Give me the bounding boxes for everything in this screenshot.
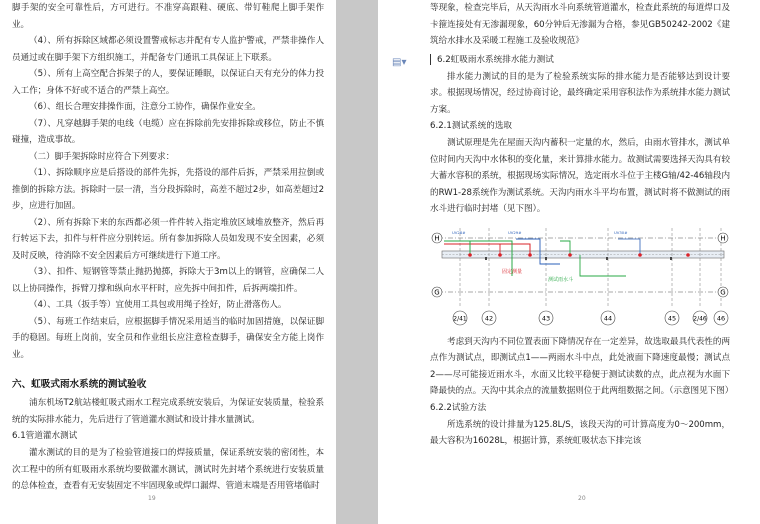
axis-label-g-left: G: [434, 288, 440, 296]
left-para-10: （5）、每班工作结束后，应根据脚手情况采用适当的临时加固措施，以保证脚手的稳固。每班上岗前，安全员和作业组长应注意检查脚手，确保安全方能上岗作业。: [12, 316, 324, 360]
left-para-9: （4）、工具（扳手等）宜使用工具包或用绳子拴好，防止滑落伤人。: [29, 300, 287, 310]
document-page-left: [0, 0, 336, 524]
document-page-right: [378, 0, 760, 524]
page-number-left: 19: [148, 495, 156, 502]
paragraph-layout-icon[interactable]: ▤▾: [392, 57, 407, 68]
heading-6-2-text: 6.2虹吸雨水系统排水能力测试: [437, 54, 554, 65]
left-para-4: （7）、凡穿越脚手架的电线（电缆）应在拆除前先安排拆除或移位，防止不慎碰撞，造成事故。: [12, 118, 324, 145]
para-after-figure: 考虑到天沟内不同位置表面下降情况存在一定差异，故选取最具代表性的两点作为测试点，即测试点1——两雨水斗中点，此处液面下降速度最慢；测试点2——尽可能接近雨水斗，水面又比较平稳便于测试读数的点，此点视为水面下降最快的点。天沟中其余点的流量数据则位于此两组数据之间。（示意图见下图）: [430, 336, 734, 396]
para-6-2: 排水能力测试的目的是为了检验系统实际的排水能力是否能够达到设计要求。根据现场情况，经过协商讨论，最终确定采用容积法作为系统排水能力测试方案。: [430, 71, 730, 115]
left-para-8: （3）、扣件、短钢管等禁止抛扔抛掷，拆除大于3m以上的钢管，应确保二人以上协同操作，拆臂刀撑和纵向水平杆时，应先拆中间扣件，后拆两端扣件。: [12, 267, 324, 294]
left-para-6: （1）、拆除顺序应是后搭设的部件先拆，先搭设的部件后拆，严禁采用拉倒或推倒的拆除方法。拆除时一层一清，当分段拆除时，高差不超过2步，如高差超过2步，应进行加固。: [12, 168, 324, 211]
top-label-uv29: UV29#: [508, 229, 522, 235]
column-grid: [460, 228, 721, 308]
top-label-uv30: UV30#: [614, 229, 628, 235]
left-para-2: （5）、所有上高空配合拆架子的人，要保证睡眠，以保证白天有充分的体力投入工作；身体不好或不适合的严禁上高空。: [12, 69, 324, 96]
column-label-46: 46: [716, 314, 726, 322]
left-para-0: 脚手架的安全可靠性后，方可进行。不准穿高跟鞋、硬底、带钉鞋爬上脚手架作业。: [12, 3, 324, 30]
top-label-uv28: UV28#: [452, 229, 466, 235]
axis-label-h-right: H: [720, 234, 726, 242]
column-label-45: 45: [667, 314, 677, 322]
left-para-5: （二）脚手架拆除时应符合下列要求：: [29, 151, 175, 162]
axis-label-h-left: H: [434, 234, 440, 242]
page-left-content: [12, 0, 324, 495]
left-para-7: （2）、所有拆除下来的东西都必须一件件转入指定堆放区域堆放整齐，然后再行转运下去，扣件与杆件应分别转运。所有参加拆除人员如发现不安全因素，必须及时反映，待消除不安全因素后方可继续进行下道工序。: [12, 217, 324, 261]
subheading-6-2-1: 6.2.1测试系统的选取: [430, 121, 513, 131]
column-label-2-41: 2/41: [453, 315, 467, 322]
page-right-content: [430, 0, 734, 450]
annotation-test-outlet: 测试雨水斗: [548, 276, 574, 283]
subheading-6-2-2: 6.2.2试验方法: [430, 402, 487, 413]
right-para-top: 等现象，检查完毕后，从天沟雨水斗向系统管道灌水，检查此系统的每道焊口及卡箍连接处有无渗漏现象，60分钟后无渗漏为合格，参见GB50242-2002《建筑给水排水及采暖工程施工及验收规范》: [430, 3, 730, 46]
column-label-43: 43: [541, 314, 551, 322]
subsection-para-6-1: 灌水测试的目的是为了检验管道接口的焊接质量，保证系统安装的密闭性，本次工程中的所有虹吸雨水系统均要做灌水测试，测试时先封堵个系统进行安装质量的总体检查，查看有无安装固定不牢固现象或焊口漏焊、管道末端是否用管堵临时: [12, 448, 324, 491]
column-label-2-46: 2/46: [693, 315, 707, 322]
axis-label-g-right: G: [720, 288, 726, 296]
para-6-2-2: 所选系统的设计排量为125.8L/S，该段天沟的可计算高度为0～200mm，最大容积为16028L，根据计算，系统虹吸状态下排完该: [430, 419, 730, 446]
annotation-fixed-measure: 固定测量: [502, 268, 523, 275]
text-cursor-icon: [430, 54, 436, 65]
drainage-layout-svg: [430, 224, 730, 330]
column-label-42: 42: [484, 314, 494, 322]
section-title: 六、虹吸式雨水系统的测试验收: [12, 379, 147, 390]
column-bubbles: [453, 311, 728, 325]
page-number-right: 20: [578, 495, 586, 502]
left-para-1: （4）、所有拆除区域都必须设置警戒标志并配有专人监护警戒，严禁非操作人员通过或在脚手架下方组织施工，并配备专门通讯工具保证上下联系。: [12, 36, 324, 63]
drainage-layout-figure: [430, 224, 730, 330]
left-para-3: （6）、组长合理安排操作面，注意分工协作，确保作业安全。: [29, 102, 261, 112]
subsection-title-6-1: 6.1管道灌水测试: [12, 431, 78, 441]
section-intro: 浦东机场T2航站楼虹吸式雨水工程完成系统安装后，为保证安装质量，检验系统的实际排水能力，先后进行了管道灌水测试和设计排水量测试。: [12, 398, 324, 425]
heading-6-2: [430, 52, 730, 69]
para-6-2-1: 测试原理是先在屋面天沟内蓄积一定量的水，然后，由雨水管排水，测试单位时间内天沟中水体积的变化量，来计算排水能力。故测试需要选择天沟具有较大蓄水容积的系统，根据现场实际情况，选定雨水斗位于主楼G轴/42-46轴段内的RW1-28系统作为测试系统。天沟内雨水斗平均布置，测试时将不做测试的雨水斗进行临时封堵（见下图）。: [430, 138, 730, 214]
column-label-44: 44: [603, 314, 613, 322]
